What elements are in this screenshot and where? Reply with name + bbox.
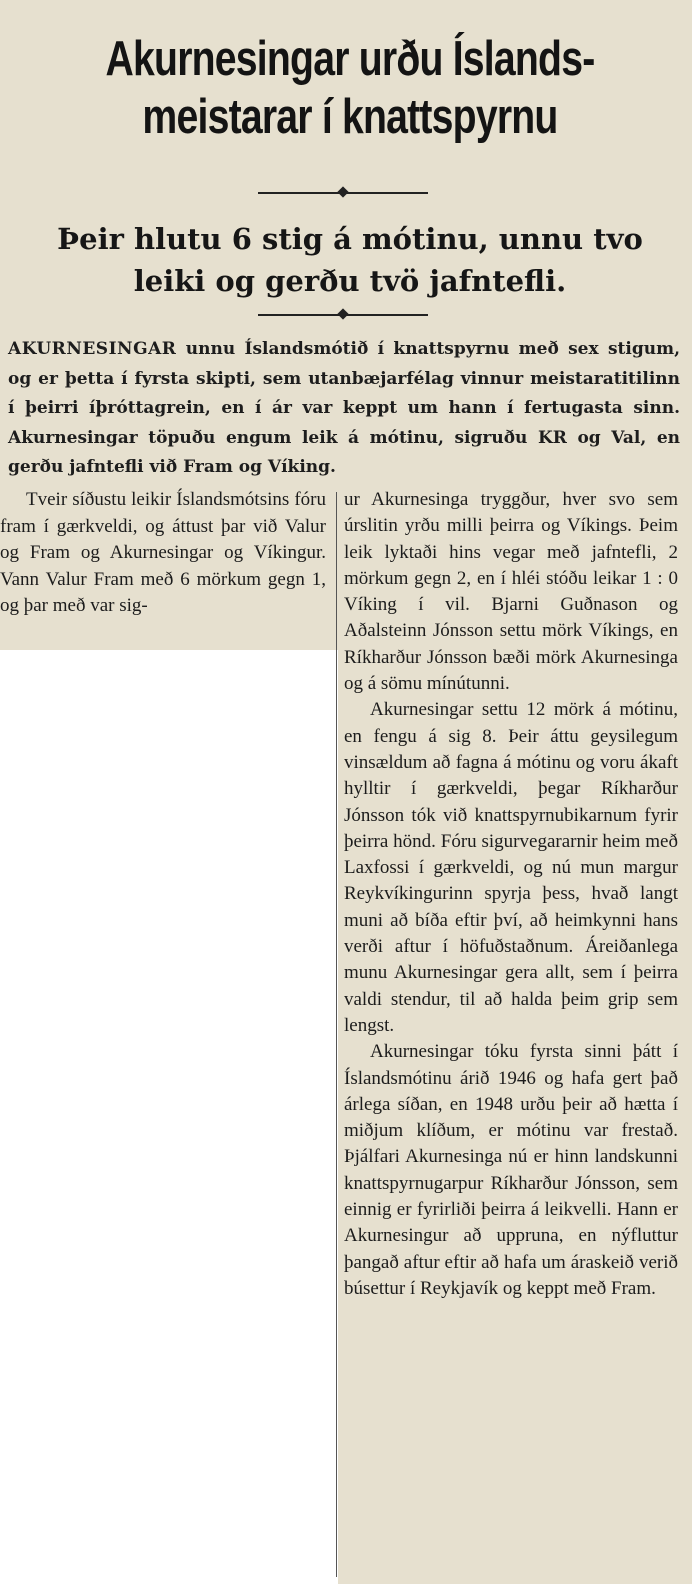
column-right-paragraph-2: Akurnesingar settu 12 mörk á mótinu, en fengu á sig 8. Þeir áttu geysilegum vinsældum að fagna á mótinu og voru ákaft hylltir í gærkveldi, þegar Ríkharður Jónsson tók við knattspyrnubikarnum fyrir þeirra hönd. Fóru sigurvegararnir heim með Laxfossi í gærkveldi, og nú mun margur Reykvíkingurinn spyrja þess, hvað langt muni að bíða eftir því, að heimkynni hans verði aftur í höfuðstaðnum. Áreiðanlega munu Akurnesingar gera allt, sem í þeirra valdi stendur, til að halda þeim grip sem lengst. [344, 699, 678, 1036]
column-left [0, 487, 326, 620]
ornament-rule-bottom [258, 314, 428, 316]
lead-paragraph [8, 335, 680, 483]
headline: Akurnesingar urðu Íslands-meistarar í knattspyrnu [105, 32, 595, 144]
lead-name: AKURNESINGAR [8, 339, 177, 359]
ornament-rule-top [258, 192, 428, 194]
subheadline: Þeir hlutu 6 stig á mótinu, unnu tvo leiki og gerðu tvö jafntefli. [57, 222, 643, 298]
column-separator [336, 492, 337, 1577]
column-right [344, 487, 678, 1302]
column-left-paragraph: Tveir síðustu leikir Íslandsmótsins fóru fram í gærkveldi, og áttust þar við Valur og Fram og Akurnesingar og Víkingur. Vann Valur Fram með 6 mörkum gegn 1, og þar með var sig- [0, 489, 326, 616]
column-right-paragraph-3: Akurnesingar tóku fyrsta sinni þátt í Íslandsmótinu árið 1946 og hafa gert það árlega síðan, en 1948 urðu þeir að hætta í miðjum klíðum, er mótinu var frestað. Þjálfari Akurnesinga nú er hinn landskunni knattspyrnugarpur Ríkharður Jónsson, sem einnig er fyrirliði þeirra á leikvelli. Hann er Akurnesingur að uppruna, en nýfluttur þangað aftur eftir að hafa um áraskeið verið búsettur í Reykjavík og keppt með Fram. [344, 1041, 678, 1299]
column-right-paragraph-1: ur Akurnesinga tryggður, hver svo sem úrslitin yrðu milli þeirra og Víkings. Þeim leik lyktaði hins vegar með jafntefli, 2 mörkum gegn 2, en í hléi stóðu leikar 1 : 0 Víking í vil. Bjarni Guðnason og Aðalsteinn Jónsson settu mörk Víkings, en Ríkharður Jónsson bæði mörk Akurnesinga og á sömu mínútunni. [344, 489, 678, 695]
lead-text: unnu Íslandsmótið í knattspyrnu með sex stigum, og er þetta í fyrsta skipti, sem utanbæjarfélag vinnur meistaratitilinn í þeirri íþróttagrein, en í ár var keppt um hann í fertugasta sinn. Akurnesingar töpuðu engum leik á mótinu, sigruðu KR og Val, en gerðu jafntefli við Fram og Víking. [8, 339, 680, 477]
